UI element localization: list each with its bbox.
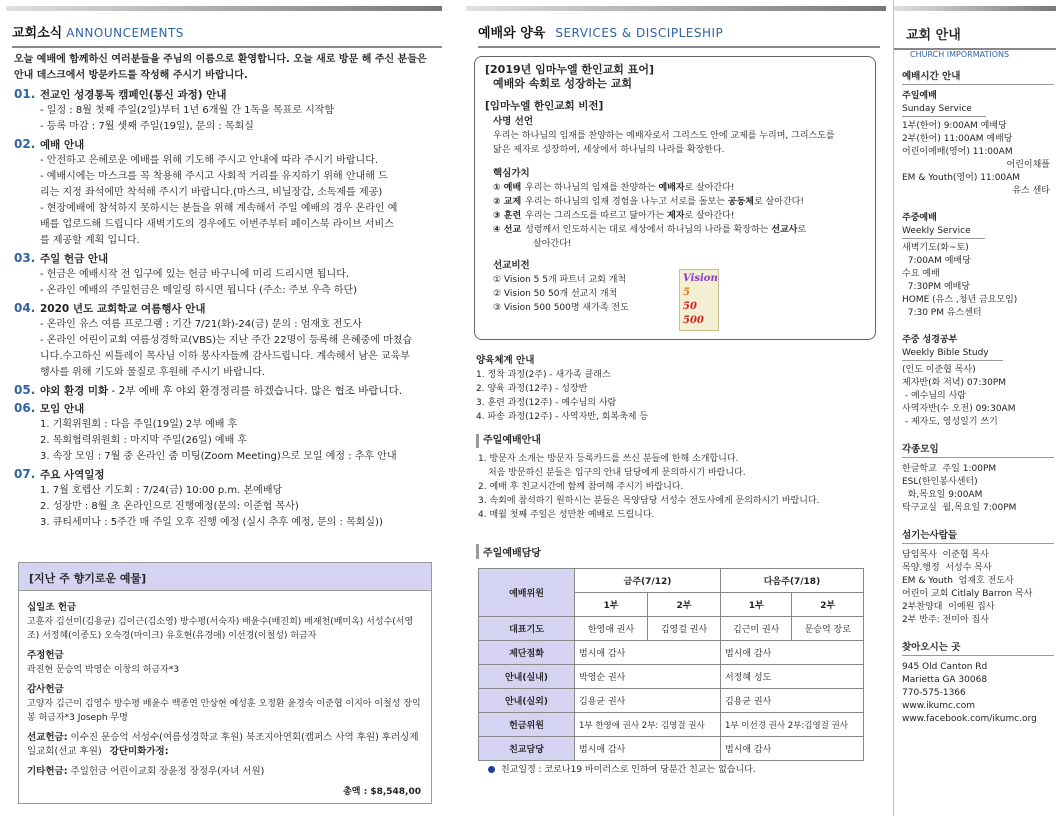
group-line: 탁구교실 월,목요일 7:00PM <box>902 503 1017 513</box>
announcement-line-text: 일정 : 8월 첫째 주일(2일)부터 1년 6개월 간 1독을 목표로 시작함 <box>46 105 335 116</box>
duty-service-header: 1부 <box>575 593 648 617</box>
offering-category <box>27 601 423 615</box>
weekly-service-block <box>902 212 1054 320</box>
group-line: 한글학교 주일 1:00PM <box>902 464 997 474</box>
offering-category <box>27 649 423 663</box>
staff-list <box>902 549 1054 627</box>
duty-table <box>478 568 864 761</box>
offering-category <box>27 731 423 759</box>
services-column <box>460 0 880 816</box>
bible-line: - 예수님의 사람 <box>902 391 966 401</box>
vision-box <box>474 56 876 340</box>
core-value-text: 우리는 그리스도를 따르고 닮아가는 <box>525 211 665 221</box>
announcement-item <box>14 382 438 399</box>
sunday-line: 어린이채플 <box>1006 160 1050 170</box>
core-value-mark: ① 예배 <box>493 183 522 193</box>
top-decor-bar <box>894 6 1056 11</box>
duty-cell: 범시애 감사 <box>720 641 863 665</box>
vision-graphic-text: 500 <box>683 315 704 326</box>
duty-row-label: 제단점화 <box>479 641 575 665</box>
table-row <box>479 713 864 737</box>
weekly-line: HOME (유스 ,청년 금요모임) <box>902 295 1018 305</box>
group-line: 화,목요일 9:00AM <box>902 490 983 500</box>
core-value-tail: 로 살아간다! <box>754 197 804 207</box>
sunday-line: EM & Youth(영어) 11:00AM <box>902 173 1021 183</box>
bible-line: - 제자도, 영성일기 쓰기 <box>902 417 998 427</box>
offering-names: 고양자 김근미 김영수 방수평 배윤수 백종연 안상현 예성훈 오정환 윤경숙 이준협 이지아 이철성 장익봉 허금자*3 Joseph 무명 <box>27 699 421 723</box>
core-value-mark: ③ 훈련 <box>493 211 522 221</box>
duty-title: 주일예배담당 <box>476 544 541 559</box>
announcement-line: - 예배시에는 마스크를 꼭 착용해 주시고 사회적 거리를 유지하기 위해 안내해 드 <box>40 171 388 182</box>
duty-cell: 김용균 권사 <box>575 689 721 713</box>
sunday-title-ko: 주일예배 <box>902 91 937 101</box>
announcement-line: - 현장예배에 참석하지 못하시는 분들을 위해 계속해서 주일 예배의 경우 온라인 예 <box>40 203 398 214</box>
staff-line: 2부 반주: 전미아 집사 <box>902 615 989 625</box>
address-line: www.ikumc.com <box>902 701 976 711</box>
announcement-line: 1. 기획위원회 : 다음 주일(19일) 2부 예배 후 <box>40 419 238 430</box>
announcement-title: 예배 안내 <box>40 139 85 151</box>
announcement-heading <box>14 250 438 267</box>
worship-times-heading: 예배시간 안내 <box>902 70 1054 85</box>
weekly-line: 7:30 PM 유스센터 <box>902 308 982 318</box>
mission-label: 사명 선언 <box>493 116 534 127</box>
offering-category-label: 감사헌금 <box>27 684 64 695</box>
duty-row-label: 안내(실외) <box>479 689 575 713</box>
announcement-heading <box>14 86 438 103</box>
duty-row-label: 헌금위원 <box>479 713 575 737</box>
announcement-heading <box>14 300 438 317</box>
announcement-heading <box>14 382 438 399</box>
weekly-title-ko: 주중예배 <box>902 213 937 223</box>
vision-graphic <box>679 269 719 331</box>
sunday-service-block <box>902 90 1054 198</box>
address-heading: 찾아오시는 곳 <box>902 641 1054 656</box>
groups-block <box>902 443 1054 515</box>
announcement-heading <box>14 400 438 417</box>
sunday-line: 1부(한어) 9:00AM 예배당 <box>902 121 1007 131</box>
announcement-item <box>14 250 438 299</box>
duty-cell: 문승억 장로 <box>792 617 864 641</box>
core-value-bold: 제자 <box>667 211 685 221</box>
announcement-item <box>14 300 438 381</box>
address-line: 945 Old Canton Rd <box>902 662 988 672</box>
core-value <box>485 181 865 195</box>
duty-row-label: 안내(실내) <box>479 665 575 689</box>
core-value <box>485 223 865 237</box>
mission-line: 닮은 제자로 성장하여, 세상에서 하나님의 나라를 확장한다. <box>493 145 725 155</box>
announcement-number: 06. <box>14 401 36 415</box>
announcement-line: 니다.수고하신 씨틀레이 목사님 이하 봉사자들께 감사드립니다. 계속해서 남은 교육부 <box>40 351 410 362</box>
announcements-header <box>12 22 442 48</box>
services-header <box>478 22 880 48</box>
top-decor-bar <box>466 6 886 11</box>
duty-service-header: 2부 <box>792 593 864 617</box>
announcement-line: 를 제공할 계획 입니다. <box>40 235 140 246</box>
sunday-title-en: Sunday Service <box>902 103 986 117</box>
core-value-bold: 선교사 <box>771 225 798 235</box>
fellowship-note-text: 친교일정 : 코로나19 바이러스로 인하여 당분간 친교는 없습니다. <box>501 765 756 775</box>
announcement-item <box>14 136 438 249</box>
announcement-line <box>14 119 438 135</box>
announcement-number: 07. <box>14 467 36 481</box>
weekly-title-en: Weekly Service <box>902 225 985 239</box>
announcement-title: 2020 년도 교회학교 여름행사 안내 <box>40 303 206 315</box>
duty-cell: 1부 이선경 권사 2부:김영걸 권사 <box>720 713 863 737</box>
mission-vision-item: ③ Vision 500 500명 새가족 전도 <box>493 303 629 313</box>
announcement-line: 3. 큐티세미나 : 5주간 매 주일 오후 진행 예정 (실시 추후 예정, 문의 : 목회실)) <box>40 517 383 528</box>
staff-line: 어린이 교회 Citlaly Barron 목사 <box>902 589 1033 599</box>
staff-block <box>902 529 1054 627</box>
core-value <box>485 209 865 223</box>
bible-list <box>902 364 1054 429</box>
address-list <box>902 661 1054 726</box>
offering-category <box>27 765 423 779</box>
offering-category-label: 십일조 헌금 <box>27 602 77 613</box>
mission-vision-item: ① Vision 5 5개 파트너 교회 개척 <box>493 275 627 285</box>
duty-cell: 김근미 권사 <box>720 617 791 641</box>
duty-row-label: 대표기도 <box>479 617 575 641</box>
offering-category-label: 선교헌금: <box>27 732 68 743</box>
staff-heading: 섬기는사람들 <box>902 529 1054 544</box>
offering-names: 고훈자 김선미(김용균) 김이근(김소영) 방수평(서숙자) 배윤수(배진희) 배재천(배미옥) 서성수(서영조) 서정혜(이종도) 오숙경(마이크) 유호현(유경애) 이선경(이철성) 허금자 <box>27 617 414 641</box>
announcement-line: 1. 7월 호렙산 기도회 : 7/24(금) 10:00 p.m. 본예배당 <box>40 485 283 496</box>
table-row <box>479 689 864 713</box>
announcement-line: 3. 속장 모임 : 7월 중 온라인 줌 미팅(Zoom Meeting)으로 모일 예정 : 추후 안내 <box>40 451 397 462</box>
motto: 예배와 속회로 성장하는 교회 <box>493 77 632 90</box>
vision-graphic-text: Vision <box>683 273 718 284</box>
announcements-intro: 오늘 예배에 함께하신 여러분들을 주님의 이름으로 환영합니다. 오늘 새로 방문 해 주신 분들은 안내 데스크에서 방문카드를 작성해 주시기 바랍니다. <box>14 54 427 81</box>
announcement-number: 02. <box>14 137 36 151</box>
services-title-en: SERVICES & DISCIPLESHIP <box>555 26 724 40</box>
notice-line: 2. 예배 후 친교시간에 함께 참여해 주시기 바랍니다. <box>478 482 684 492</box>
notice-line: 처음 방문하신 분들은 입구의 안내 담당에게 문의하시기 바랍니다. <box>488 468 746 478</box>
offering-names: 이수진 문승억 서성수(여름성경학교 후원) 북조지아연회(캠퍼스 사역 후원) 후러싱제일교회(선교 후원) <box>27 732 419 757</box>
announcements-column <box>0 0 442 816</box>
core-value-bold: 예배자 <box>658 183 685 193</box>
duty-cell: 범시애 감사 <box>720 737 863 761</box>
address-line: 770-575-1366 <box>902 688 966 698</box>
announcement-list <box>14 86 438 531</box>
vision-graphic-text: 50 <box>683 301 697 312</box>
announcement-line-text: 등록 마감 : 7월 셋째 주일(19일), 문의 : 목회실 <box>46 121 254 132</box>
address-line: Marietta GA 30068 <box>902 675 988 685</box>
bible-line: (인도 이준협 목사) <box>902 365 976 375</box>
info-title: 교회 안내 <box>906 28 961 43</box>
announcement-title: 주일 헌금 안내 <box>40 253 109 265</box>
announcements-body <box>14 52 438 531</box>
groups-list <box>902 463 1054 515</box>
announcements-title-ko: 교회소식 <box>12 26 63 41</box>
notice-line: 3. 속회에 참석하기 원하시는 분들은 목양담당 서성수 전도사에게 문의하시기 바랍니다. <box>478 496 820 506</box>
values-last-line: 살아간다! <box>533 239 572 249</box>
notice-line: 4. 매월 첫째 주일은 성만찬 예배로 드립니다. <box>478 510 655 520</box>
announcement-line <box>14 103 438 119</box>
duty-next-week: 다음주(7/18) <box>720 569 863 593</box>
mission-vision-item: ② Vision 50 50개 선교지 개척 <box>493 289 618 299</box>
offering-category-label: 주정헌금 <box>27 650 64 661</box>
core-value-mark: ④ 선교 <box>493 225 522 235</box>
table-row <box>479 617 864 641</box>
sunday-notice-section <box>476 434 878 522</box>
announcement-number: 05. <box>14 383 36 397</box>
motto-title: [2019년 임마누엘 한인교회 표어] <box>485 63 655 76</box>
duty-service-header: 2부 <box>647 593 720 617</box>
address-block <box>902 641 1054 726</box>
notice-title: 주일예배안내 <box>476 434 878 448</box>
core-value-bold: 공동체 <box>727 197 754 207</box>
announcement-heading <box>14 466 438 483</box>
notice-line: 1. 방문자 소개는 방문자 등록카드를 쓰신 분들에 한해 소개합니다. <box>478 454 739 464</box>
core-value-text: 우리는 하나님의 임재 경험을 나누고 서로를 돌보는 <box>525 197 725 207</box>
sunday-line: 어린이예배(영어) 11:00AM <box>902 147 1013 157</box>
staff-line: 2부찬양대 이예원 집사 <box>902 602 995 612</box>
offering-extra-label: 강단미화가정: <box>109 746 169 757</box>
weekly-line: 7:00AM 예배당 <box>902 256 971 266</box>
group-line: ESL(한인봉사센터) <box>902 477 978 487</box>
offering-category <box>27 683 423 697</box>
announcement-title: 야외 환경 미화 <box>40 385 109 397</box>
announcement-line: - 헌금은 예배시작 전 입구에 있는 헌금 바구니에 미리 드리시면 됩니다. <box>40 269 350 280</box>
sunday-line: 2부(한어) 11:00AM 예배당 <box>902 134 1013 144</box>
duty-cell: 한영애 권사 <box>575 617 648 641</box>
duty-cell: 김영걸 권사 <box>647 617 720 641</box>
core-value-tail: 로 <box>797 225 807 235</box>
offering-box <box>18 562 432 804</box>
announcement-number: 01. <box>14 87 36 101</box>
groups-heading: 각종모임 <box>902 443 1054 458</box>
announcement-number: 04. <box>14 301 36 315</box>
announcement-line: - 온라인 예배의 주일헌금은 메일링 하시면 됩니다 (주소: 주보 우측 하단) <box>40 285 358 296</box>
table-row <box>479 737 864 761</box>
announcement-line: 행사를 위해 기도와 물질로 후원해 주시기 바랍니다. <box>40 367 266 378</box>
announcement-line: 2. 성장반 : 8월 초 온라인으로 진행예정(문의: 이준협 목사) <box>40 501 299 512</box>
church-info-column <box>893 0 1056 816</box>
duty-corner: 예배위원 <box>479 569 575 617</box>
values-label: 핵심가치 <box>493 168 530 179</box>
announcements-title-en: ANNOUNCEMENTS <box>66 26 184 40</box>
announcement-line: 배를 업로드해 드립니다 새벽기도의 경우에도 이번주부터 페이스북 라이브 서비스 <box>40 219 394 230</box>
duty-this-week: 금주(7/12) <box>575 569 721 593</box>
vision-graphic-text: 5 <box>683 287 690 298</box>
bible-line: 제자반(화 저녁) 07:30PM <box>902 378 1007 388</box>
announcement-item <box>14 400 438 465</box>
bible-title-ko: 주중 성경공부 <box>902 335 958 345</box>
info-body <box>902 70 1054 740</box>
announcement-title: 모임 안내 <box>40 403 85 415</box>
table-row <box>479 665 864 689</box>
bullet-icon: - <box>40 121 47 132</box>
announcement-title: 주요 사역일정 <box>40 469 105 481</box>
bible-title-en: Weekly Bible Study <box>902 347 1003 361</box>
mission-line: 우리는 하나님의 임재를 찬양하는 예배자로서 그리스도 안에 교제를 누리며, 그리스도를 <box>493 131 835 141</box>
duty-cell: 김용균 권사 <box>720 689 863 713</box>
staff-line: EM & Youth 엄재호 전도사 <box>902 576 1014 586</box>
table-row <box>479 569 864 593</box>
duty-cell: 박영순 권사 <box>575 665 721 689</box>
announcement-item <box>14 86 438 135</box>
core-values-list <box>485 181 865 237</box>
address-line: www.facebook.com/ikumc.org <box>902 714 1037 724</box>
bullet-icon <box>488 766 495 773</box>
training-section <box>476 354 876 424</box>
vision-title: [임마누엘 한인교회 비전] <box>485 100 604 112</box>
announcement-line: - 온라인 어린이교회 여름성경학교(VBS)는 지난 주간 22명이 등록해 은혜중에 마쳤습 <box>40 335 413 346</box>
info-subtitle: CHURCH IMPORMATIONS <box>910 50 1010 59</box>
announcement-line: 2. 목회협력위원회 : 마지막 주일(26일) 예배 후 <box>40 435 248 446</box>
table-row <box>479 641 864 665</box>
duty-cell: 서정혜 성도 <box>720 665 863 689</box>
duty-row-label: 친교담당 <box>479 737 575 761</box>
staff-line: 목양.행정 서성수 목사 <box>902 563 992 573</box>
core-value-text: 성령께서 인도하시는 대로 세상에서 하나님의 나라를 확장하는 <box>525 225 769 235</box>
duty-cell: 1부 한영애 권사 2부: 김영걸 권사 <box>575 713 721 737</box>
offering-category-label: 기타헌금: <box>27 766 68 777</box>
staff-line: 담임목사 이준협 목사 <box>902 550 989 560</box>
weekly-line: 7:30PM 예배당 <box>902 282 971 292</box>
core-value-text: 우리는 하나님의 임재를 찬양하는 <box>525 183 656 193</box>
training-item: 1. 정착 과정(2주) - 새가족 클래스 <box>476 370 611 380</box>
offering-body <box>19 591 431 779</box>
sunday-line: 유스 센타 <box>1012 186 1050 196</box>
offering-total: 총액 : $8,548,00 <box>343 787 421 797</box>
mission-vision-label: 선교비전 <box>493 260 530 271</box>
weekly-list <box>902 242 1054 320</box>
offering-names: 주일헌금 어린이교회 장윤정 장정우(자녀 서원) <box>70 766 265 777</box>
weekly-line: 새벽기도(화~토) <box>902 243 969 253</box>
announcement-line: - 온라인 유스 여름 프로그램 : 기간 7/21(화)-24(금) 문의 : 엄재호 전도사 <box>40 319 362 330</box>
training-title: 양육체계 안내 <box>476 355 535 366</box>
bible-study-block <box>902 334 1054 429</box>
offering-title: [지난 주 향기로운 예물] <box>19 563 431 591</box>
announcement-number: 03. <box>14 251 36 265</box>
announcement-note: - 2부 예배 후 야외 환경정리를 하겠습니다. 많은 협조 바랍니다. <box>108 385 403 397</box>
weekly-line: 수요 예배 <box>902 269 940 279</box>
core-value-tail: 로 살아간다! <box>684 211 735 221</box>
bible-line: 사역자반(수 오전) 09:30AM <box>902 404 1016 414</box>
top-decor-bar <box>6 6 442 11</box>
training-item: 4. 파송 과정(12주) - 사역자반, 회복축제 등 <box>476 412 649 422</box>
services-title-ko: 예배와 양육 <box>478 26 546 41</box>
core-value-mark: ② 교제 <box>493 197 522 207</box>
duty-service-header: 1부 <box>720 593 791 617</box>
core-value-tail: 로 살아간다! <box>684 183 735 193</box>
announcement-line: - 안전하고 은혜로운 예배를 위해 기도해 주시고 안내에 따라 주시기 바랍니다. <box>40 155 379 166</box>
announcement-line: 리는 지정 좌석에만 착석해 주시기 바랍니다.(마스크, 비닐장갑, 소독제를 제공) <box>40 187 383 198</box>
training-item: 3. 훈련 과정(12주) - 예수님의 사람 <box>476 398 617 408</box>
core-value <box>485 195 865 209</box>
announcement-item <box>14 466 438 531</box>
duty-cell: 범시애 감사 <box>575 737 721 761</box>
offering-names: 곽진현 문승억 박영순 이창의 허금자*3 <box>27 665 180 675</box>
announcement-heading <box>14 136 438 153</box>
duty-cell: 범시애 감사 <box>575 641 721 665</box>
bullet-icon: - <box>40 105 47 116</box>
training-item: 2. 양육 과정(12주) - 성장반 <box>476 384 588 394</box>
fellowship-note <box>488 762 756 775</box>
announcement-title: 전교인 성경통독 캠페인(통신 과정) 안내 <box>40 89 227 101</box>
